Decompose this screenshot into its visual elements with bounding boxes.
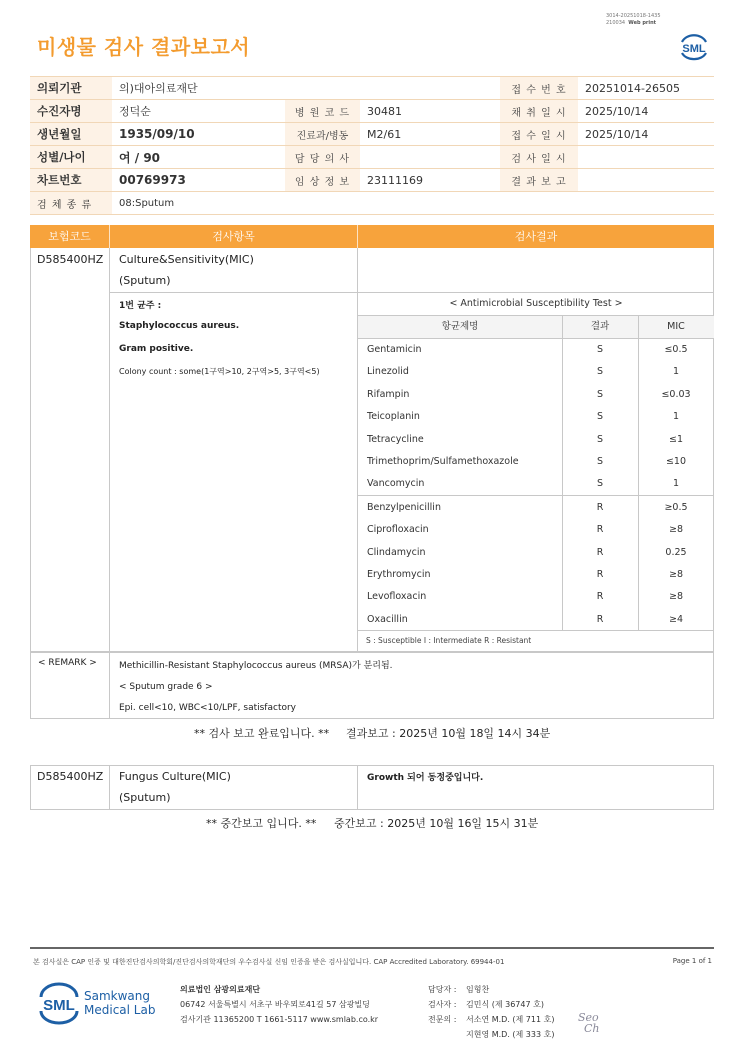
ast-drug-name: Levofloxacin [367,591,427,603]
ast-drug-name: Teicoplanin [367,411,420,423]
result-report-label: 결 과 보 고 [500,169,578,192]
dept-label: 진료과/병동 [285,123,360,146]
ast-mic: ≤10 [665,456,687,467]
ast-mic: 1 [672,411,680,423]
ast-drug-name: Trimethoprim/Sulfamethoxazole [367,456,519,467]
remark-line-3: Epi. cell<10, WBC<10/LPF, satisfactory [119,703,297,713]
result-table-header [30,225,714,248]
remark-line-2: < Sputum grade 6 > [119,682,213,692]
test2-code: D585400HZ [37,770,104,783]
info-row [30,169,714,192]
ast-mic: ≥0.5 [664,501,688,513]
info-row [30,100,714,123]
receive-date-label: 접 수 일 시 [500,123,578,146]
test2-report-time: 중간보고 : 2025년 10월 16일 15시 31분 [334,817,539,830]
hospital-code-value: 30481 [360,100,500,123]
ast-result: R [596,613,604,625]
doctor-label: 담 당 의 사 [285,146,360,169]
ast-drug-name: Erythromycin [367,569,431,580]
clinical-info-label: 임 상 정 보 [285,169,360,192]
dept-value: M2/61 [360,123,500,146]
clinical-info-value: 23111169 [360,169,500,192]
staff-row: 전문의 : 서소연 M.D. (제 711 호) [428,1015,555,1024]
ast-drug-name: Oxacillin [367,613,408,625]
patient-info-table [30,76,714,215]
ast-result: R [596,501,604,513]
ast-header-drug: 항균제명 [441,321,479,332]
header-code: 보험코드 [48,230,91,243]
ast-drug-name: Clindamycin [367,546,426,558]
staff-row: 검사자 : 김민식 (제 36747 호) [428,1000,544,1009]
sex-age-value: 여 / 90 [112,146,285,169]
ast-mic: 1 [672,366,680,378]
signature: Seo Ch [578,1011,600,1035]
ast-header-mic: MIC [667,321,685,332]
page-title: 미생물 검사 결과보고서 [37,35,251,59]
ast-result: S [596,456,604,467]
ast-mic: 1 [672,478,680,490]
ast-mic: ≤1 [668,433,683,445]
ast-result: S [596,388,604,400]
ast-result: S [596,344,604,355]
test1-specimen: (Sputum) [119,274,171,287]
test2-status: ** 중간보고 입니다. ** [206,817,317,830]
doctor-value [360,146,500,169]
ast-mic: ≥4 [668,613,683,625]
ast-mic: 0.25 [665,546,687,558]
test1-name: Culture&Sensitivity(MIC) [119,253,254,266]
ast-result: S [596,366,604,378]
collect-date-label: 채 취 일 시 [500,100,578,123]
test-date-label: 검 사 일 시 [500,146,578,169]
ast-drug-name: Ciprofloxacin [367,524,429,536]
samkwang-logo-mark: SML [43,997,75,1014]
info-row [30,77,714,100]
ast-drug-name: Linezolid [367,366,409,378]
ast-drug-name: Rifampin [367,388,410,400]
hospital-code-label: 병 원 코 드 [285,100,360,123]
ast-drug-name: Gentamicin [367,344,422,355]
receipt-no-label: 접 수 번 호 [500,77,578,100]
staff-row: 담당자 : 임형찬 [428,985,490,994]
test-date-value [578,146,714,169]
test2-name: Fungus Culture(MIC) [119,770,231,783]
org-name: 의료법인 삼광의료재단 [180,985,261,994]
ast-result: S [596,478,604,490]
ast-mic: ≤0.5 [664,344,688,355]
receipt-no-value: 20251014-26505 [578,77,714,100]
request-org-value: 의)대아의료재단 [112,77,500,100]
test1-status: ** 검사 보고 완료입니다. ** [194,727,330,740]
ast-result: R [596,591,604,603]
org-contact: 검사기관 11365200 T 1661-5117 www.smlab.co.kr [180,1015,379,1024]
patient-name-label: 수진자명 [30,100,112,123]
ast-title: < Antimicrobial Susceptibility Test > [449,298,623,309]
info-row [30,192,714,215]
ast-drug-name: Tetracycline [367,433,424,445]
org-info [180,982,378,1027]
test1-code: D585400HZ [37,253,104,266]
ast-result: S [596,433,604,445]
result-report-value [578,169,714,192]
receive-date-value: 2025/10/14 [578,123,714,146]
ast-mic: ≥8 [668,569,683,580]
sml-logo-text: SML [682,43,706,55]
ast-drug-name: Vancomycin [367,478,425,490]
chart-no-label: 차트번호 [30,169,112,192]
sml-logo-icon [676,28,712,64]
colony-count: Colony count : some(1구역>10, 2구역>5, 3구역<5) [119,367,320,376]
sex-age-label: 성별/나이 [30,146,112,169]
test2-result: Growth 되어 동정중입니다. [367,773,484,783]
specimen-value: 08:Sputum [112,192,714,215]
specimen-label: 검 체 종 류 [30,192,112,215]
ast-result: R [596,569,604,580]
staff-list [428,982,554,1042]
samkwang-logo-text: Samkwang Medical Lab [84,989,156,1017]
staff-row: 지현영 M.D. (제 333 호) [466,1030,555,1039]
info-row [30,146,714,169]
ast-result: R [596,524,604,536]
ast-mic: ≥8 [668,591,683,603]
footer-divider [30,947,714,949]
request-org-label: 의뢰기관 [30,77,112,100]
ast-drug-name: Benzylpenicillin [367,501,441,513]
ast-legend: S : Susceptible I : Intermediate R : Resistant [366,636,532,645]
collect-date-value: 2025/10/14 [578,100,714,123]
header-item: 검사항목 [212,230,255,243]
samkwang-logo-icon [36,980,82,1026]
remark-line-1: Methicillin-Resistant Staphylococcus aureus (MRSA)가 분리됨. [119,661,393,671]
header-result: 검사결과 [514,230,558,243]
ast-result: R [596,546,604,558]
document-code: 3014-20251018-1435 210034 Web print [606,13,661,26]
organism-label: 1번 균주 : [119,301,162,311]
remark-label: < REMARK > [38,658,97,668]
chart-no-value: 00769973 [112,169,285,192]
gram-stain: Gram positive. [119,344,194,354]
ast-header-result: 결과 [590,321,610,332]
test1-report-time: 결과보고 : 2025년 10월 18일 14시 34분 [346,727,551,740]
info-row [30,123,714,146]
web-print-label: Web print [628,19,657,26]
org-address: 06742 서울특별시 서초구 바우뫼로41길 57 삼광빌딩 [180,1000,370,1009]
ast-mic: ≤0.03 [661,388,691,400]
patient-name-value: 정덕순 [112,100,285,123]
ast-result: S [596,411,604,423]
page-number: Page 1 of 1 [672,957,712,965]
footer-note: 본 검사실은 CAP 인증 및 대한진단검사의학회/진단검사의학재단의 우수검사실 신임 인증을 받은 검사실입니다. CAP Accredited Laboratory. 69944-01 [33,958,505,966]
birth-label: 생년월일 [30,123,112,146]
organism-name: Staphylococcus aureus. [119,321,240,331]
ast-mic: ≥8 [668,524,683,536]
test2-specimen: (Sputum) [119,791,171,804]
birth-value: 1935/09/10 [112,123,285,146]
